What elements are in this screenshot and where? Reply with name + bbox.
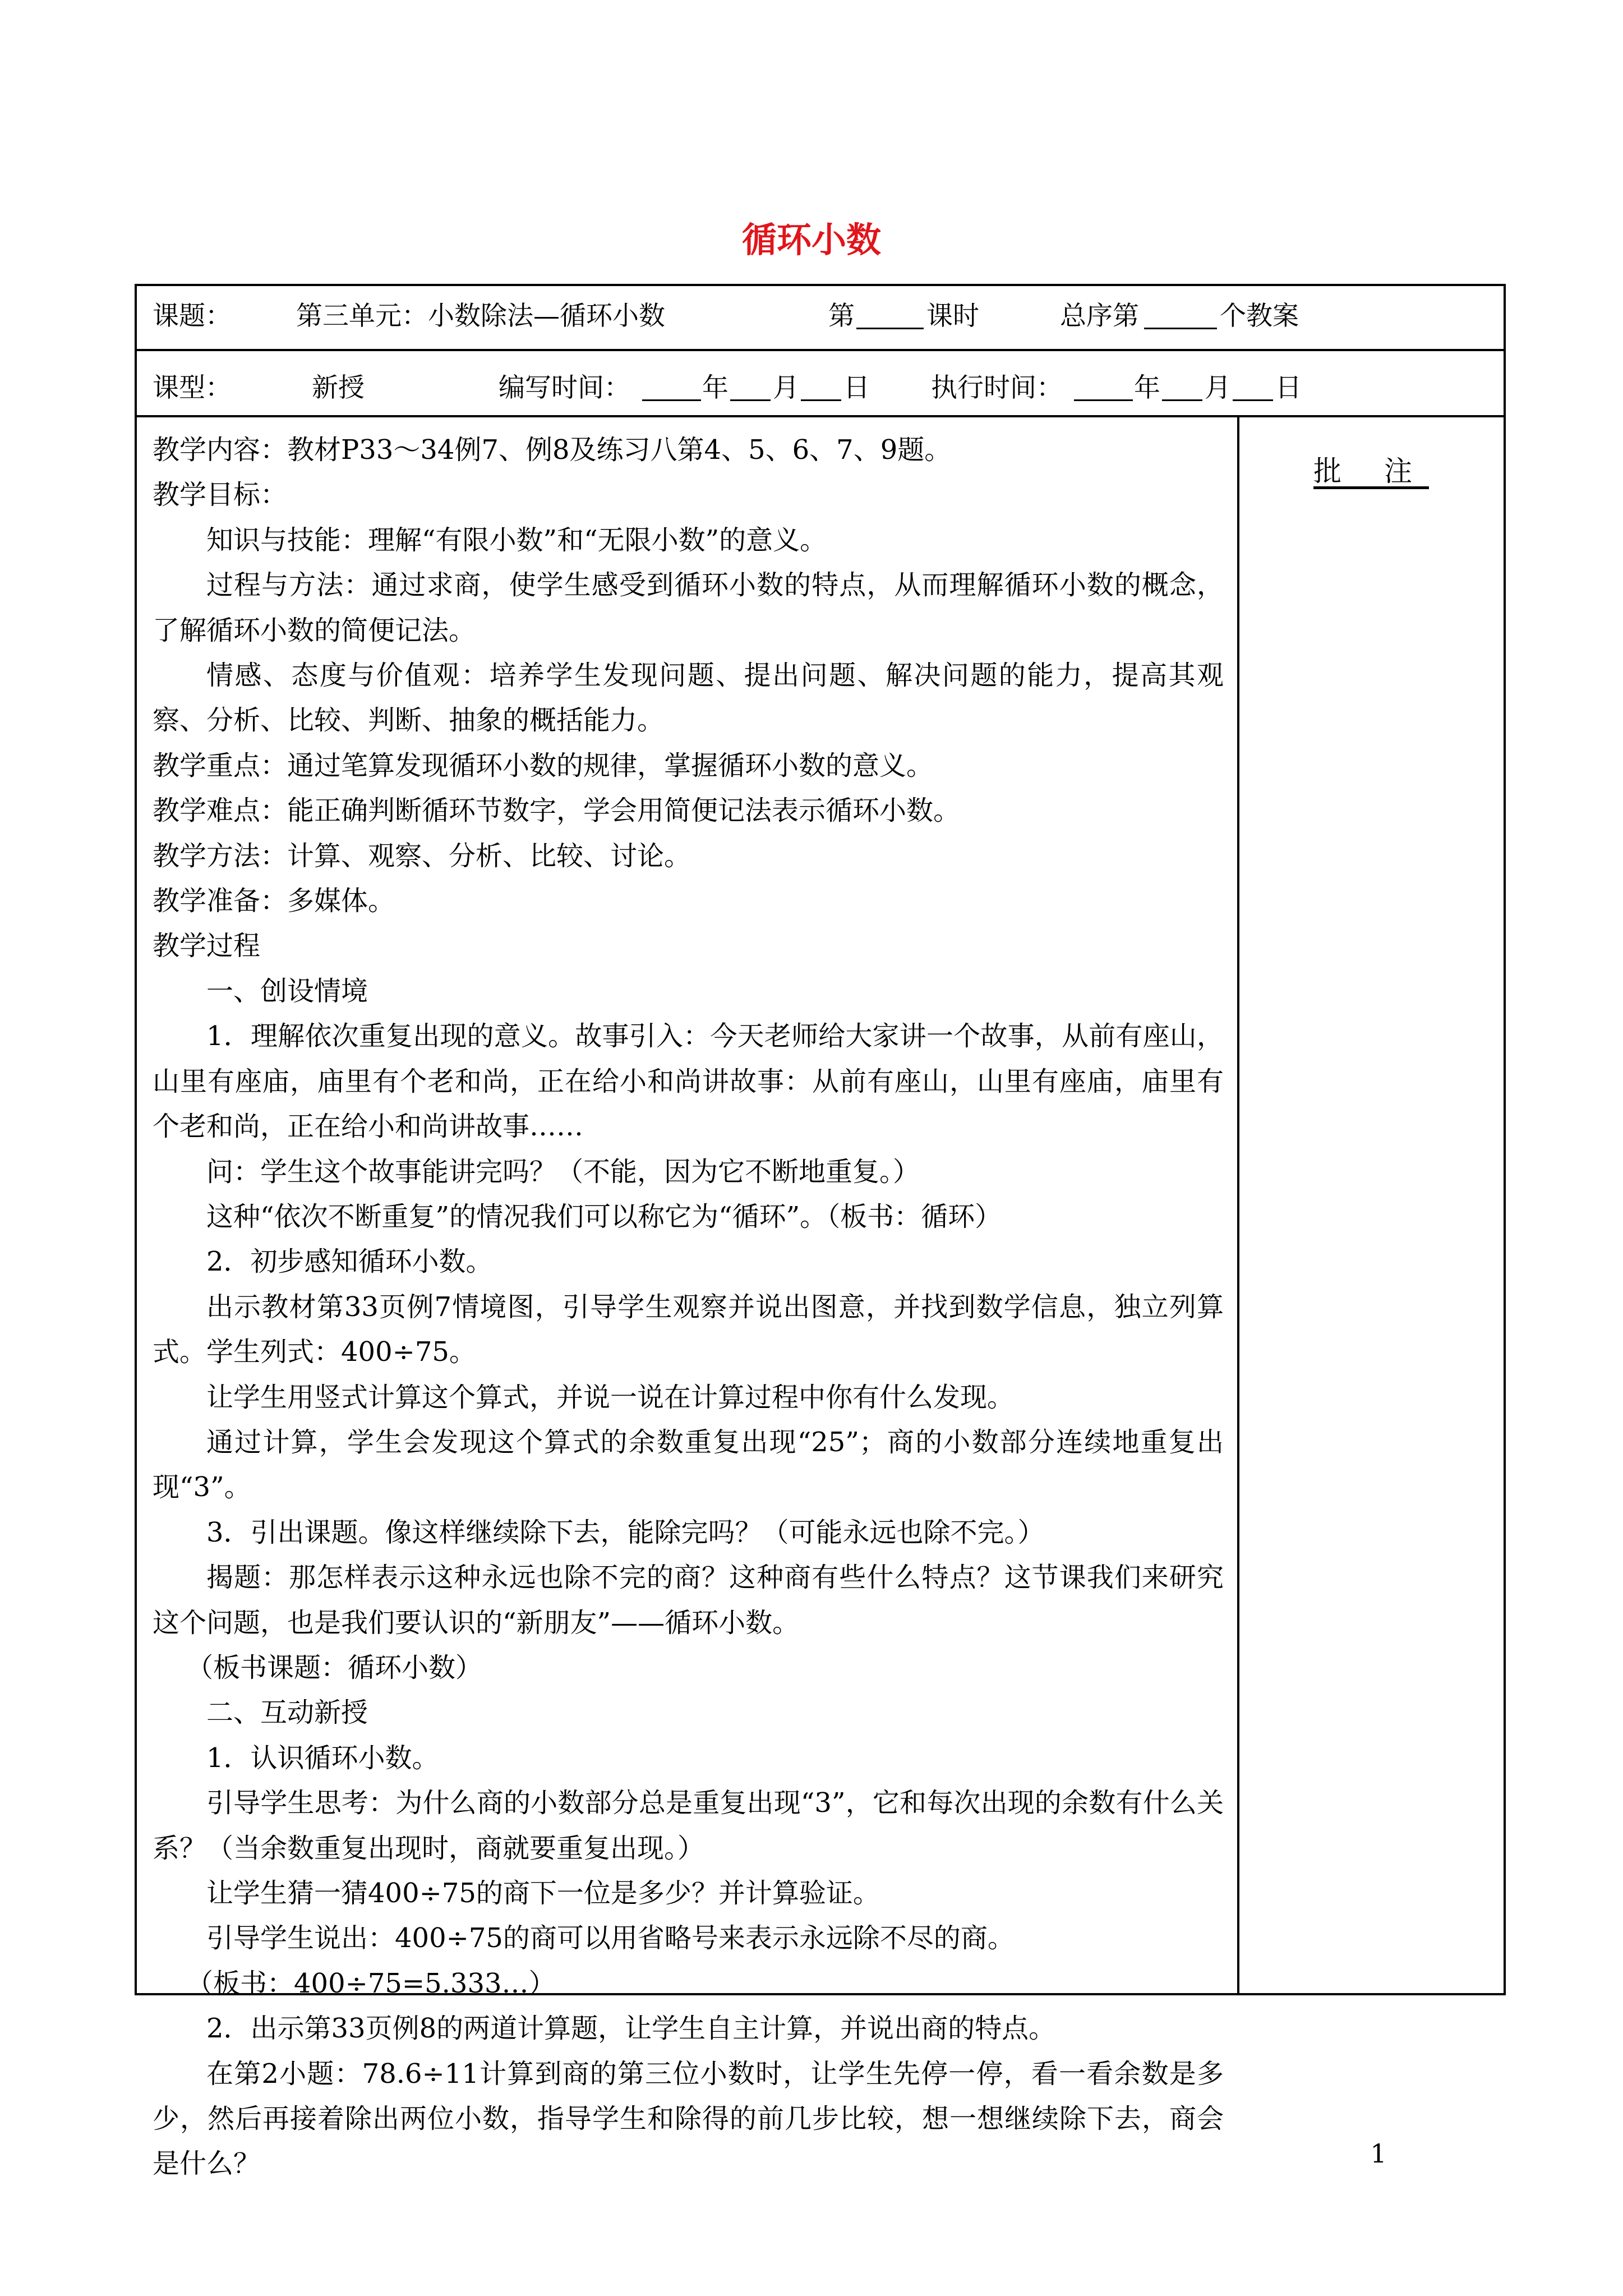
unit-title: 第三单元：小数除法—循环小数	[296, 301, 665, 332]
page-number: 1	[1370, 2138, 1387, 2169]
order-prefix: 总序第	[1060, 301, 1139, 332]
content-paragraph: 2．出示第33页例8的两道计算题，让学生自主计算，并说出商的特点。	[206, 2013, 1056, 2045]
lesson-prefix: 第	[828, 301, 855, 332]
content-paragraph: 教学准备：多媒体。	[153, 885, 395, 917]
lesson-plan-body	[153, 427, 1224, 2187]
write-day-label: 日	[843, 372, 870, 403]
content-paragraph: 让学生用竖式计算这个算式，并说一说在计算过程中你有什么发现。	[206, 1381, 1015, 1413]
content-paragraph: 1．认识循环小数。	[206, 1742, 439, 1774]
content-paragraph: 出示教材第33页例7情境图，引导学生观察并说出图意，并找到数学信息，独立列算式。学生列式：400÷75。	[153, 1291, 1224, 1368]
content-paragraph: 教学目标：	[153, 479, 288, 511]
table-left-border	[135, 284, 137, 1995]
exec-year-blank[interactable]	[1074, 375, 1133, 401]
table-top-border	[135, 284, 1506, 286]
content-paragraph: 3．引出课题。像这样继续除下去，能除完吗？（可能永远也除不完。）	[206, 1516, 1045, 1548]
exec-day-label: 日	[1275, 372, 1302, 403]
topic-label: 课题：	[153, 301, 232, 332]
write-year-blank[interactable]	[642, 375, 701, 401]
content-paragraph: 教学内容：教材P33～34例7、例8及练习八第4、5、6、7、9题。	[153, 434, 952, 466]
content-paragraph: 这种“依次不断重复”的情况我们可以称它为“循环”。（板书：循环）	[206, 1200, 1002, 1232]
exec-day-blank[interactable]	[1233, 375, 1273, 401]
exec-month-blank[interactable]	[1162, 375, 1202, 401]
content-paragraph: 2．初步感知循环小数。	[206, 1246, 493, 1278]
content-paragraph: 一、创设情境	[206, 975, 368, 1007]
content-paragraph: 情感、态度与价值观：培养学生发现问题、提出问题、解决问题的能力，提高其观察、分析、比较、判断、抽象的概括能力。	[153, 660, 1224, 737]
content-paragraph: （板书课题：循环小数）	[186, 1651, 483, 1683]
write-time-label: 编写时间：	[499, 372, 630, 403]
content-paragraph: 知识与技能：理解“有限小数”和“无限小数”的意义。	[206, 524, 827, 556]
write-year-label: 年	[702, 372, 728, 403]
write-day-blank[interactable]	[801, 375, 841, 401]
type-label: 课型：	[153, 372, 232, 403]
content-paragraph: 引导学生思考：为什么商的小数部分总是重复出现“3”，它和每次出现的余数有什么关系？（当余数重复出现时，商就要重复出现。）	[153, 1787, 1224, 1864]
content-paragraph: 在第2小题：78.6÷11计算到商的第三位小数时，让学生先停一停，看一看余数是多少，然后再接着除出两位小数，指导学生和除得的前几步比较，想一想继续除下去，商会是什么？	[153, 2058, 1224, 2180]
order-suffix: 个教案	[1220, 301, 1299, 332]
content-paragraph: （板书：400÷75=5.333…）	[186, 1967, 556, 1999]
remarks-column-heading	[1239, 449, 1503, 489]
lesson-suffix: 课时	[926, 301, 979, 332]
lesson-type: 新授	[312, 372, 365, 403]
content-paragraph: 教学方法：计算、观察、分析、比较、讨论。	[153, 840, 691, 872]
remarks-column-divider	[1237, 415, 1239, 1995]
row1-bottom-border	[135, 349, 1506, 351]
table-right-border	[1504, 284, 1506, 1995]
row2-bottom-border	[135, 415, 1506, 417]
content-paragraph: 让学生猜一猜400÷75的商下一位是多少？并计算验证。	[206, 1878, 880, 1909]
content-paragraph: 引导学生说出：400÷75的商可以用省略号来表示永远除不尽的商。	[206, 1922, 1015, 1954]
exec-month-label: 月	[1205, 372, 1231, 403]
order-number-blank[interactable]	[1144, 303, 1217, 329]
content-paragraph: 问：学生这个故事能讲完吗？（不能，因为它不断地重复。）	[206, 1156, 920, 1188]
content-paragraph: 教学过程	[153, 930, 261, 962]
content-paragraph: 教学重点：通过笔算发现循环小数的规律，掌握循环小数的意义。	[153, 749, 934, 781]
content-paragraph: 过程与方法：通过求商，使学生感受到循环小数的特点，从而理解循环小数的概念，了解循环小数的简便记法。	[153, 569, 1224, 646]
write-month-label: 月	[773, 372, 799, 403]
content-paragraph: 揭题：那怎样表示这种永远也除不完的商？这种商有些什么特点？这节课我们来研究这个问题，也是我们要认识的“新朋友”——循环小数。	[153, 1562, 1224, 1639]
exec-time-label: 执行时间：	[931, 372, 1063, 403]
document-title: 循环小数	[741, 219, 881, 260]
content-paragraph: 通过计算，学生会发现这个算式的余数重复出现“25”；商的小数部分连续地重复出现“3”。	[153, 1426, 1224, 1503]
lesson-number-blank[interactable]	[856, 303, 924, 329]
content-paragraph: 二、互动新授	[206, 1697, 368, 1729]
exec-year-label: 年	[1134, 372, 1160, 403]
remarks-label: 批 注	[1313, 455, 1429, 487]
content-paragraph: 教学难点：能正确判断循环节数字，学会用简便记法表示循环小数。	[153, 795, 961, 827]
content-paragraph: 1．理解依次重复出现的意义。故事引入：今天老师给大家讲一个故事，从前有座山，山里有座庙，庙里有个老和尚，正在给小和尚讲故事：从前有座山，山里有座庙，庙里有个老和尚，正在给小和尚讲故事……	[153, 1020, 1224, 1143]
write-month-blank[interactable]	[730, 375, 771, 401]
